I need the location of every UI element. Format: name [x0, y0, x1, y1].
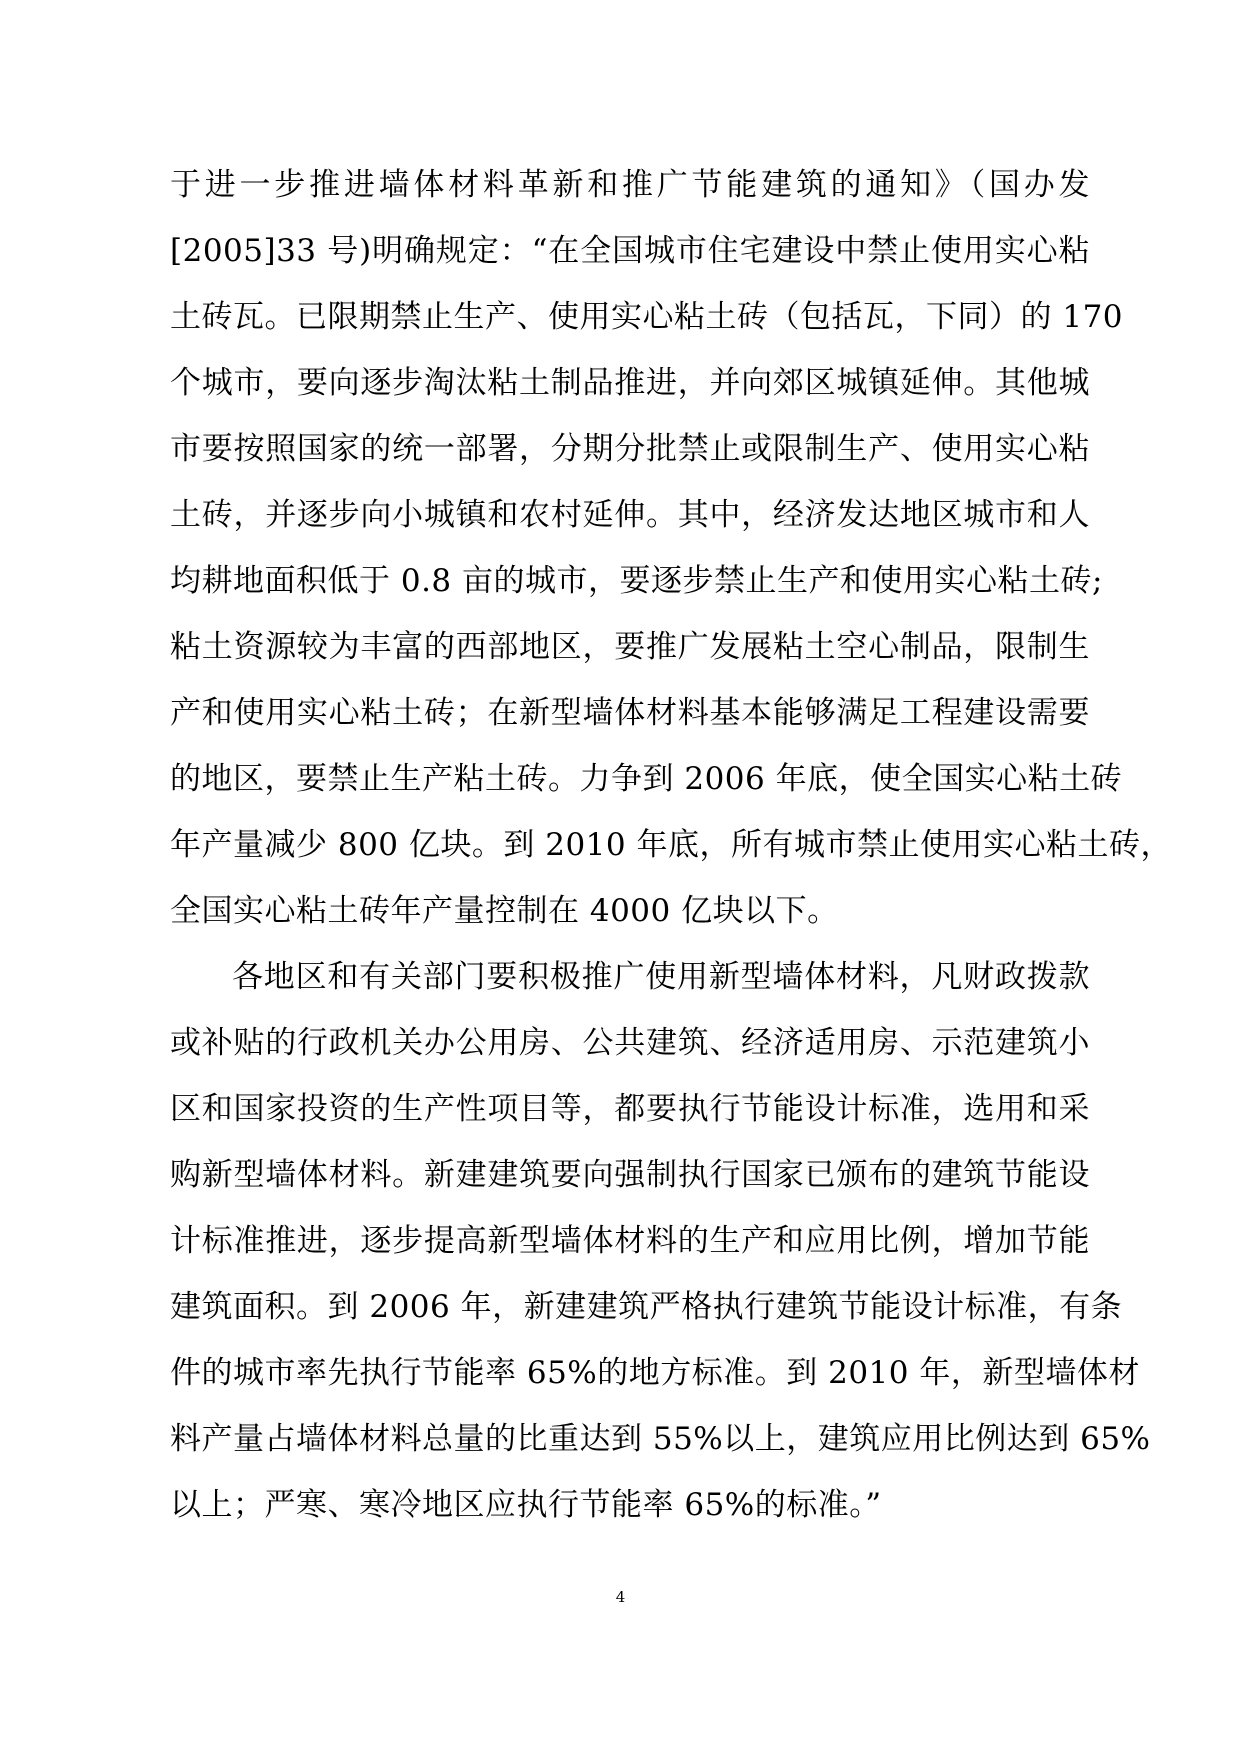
text-line: 区和国家投资的生产性项目等，都要执行节能设计标准，选用和采 [170, 1091, 1090, 1127]
text-line: 的地区，要禁止生产粘土砖。力争到 2006 年底，使全国实心粘土砖 [170, 761, 1123, 797]
text-line: 均耕地面积低于 0.8 亩的城市，要逐步禁止生产和使用实心粘土砖; [170, 563, 1103, 599]
text-line: 各地区和有关部门要积极推广使用新型墙体材料，凡财政拨款 [232, 959, 1090, 995]
page-number: 4 [615, 1588, 626, 1606]
body-text [170, 152, 1172, 1538]
text-line: 购新型墙体材料。新建建筑要向强制执行国家已颁布的建筑节能设 [170, 1157, 1090, 1193]
text-line: 粘土资源较为丰富的西部地区，要推广发展粘土空心制品，限制生 [170, 629, 1090, 665]
text-line: 建筑面积。到 2006 年，新建建筑严格执行建筑节能设计标准，有条 [170, 1289, 1123, 1325]
text-line: [2005]33 号)明确规定：“在全国城市住宅建设中禁止使用实心粘 [170, 233, 1090, 269]
paragraph-1 [170, 152, 1172, 944]
paragraph-2 [170, 944, 1151, 1538]
text-line: 产和使用实心粘土砖；在新型墙体材料基本能够满足工程建设需要 [170, 695, 1090, 731]
text-line: 全国实心粘土砖年产量控制在 4000 亿块以下。 [170, 893, 839, 929]
text-line: 计标准推进，逐步提高新型墙体材料的生产和应用比例，增加节能 [170, 1223, 1090, 1259]
text-line: 个城市，要向逐步淘汰粘土制品推进，并向郊区城镇延伸。其他城 [170, 365, 1090, 401]
text-line: 以上；严寒、寒冷地区应执行节能率 65%的标准。” [170, 1487, 882, 1523]
text-line: 土砖，并逐步向小城镇和农村延伸。其中，经济发达地区城市和人 [170, 497, 1090, 533]
text-line: 或补贴的行政机关办公用房、公共建筑、经济适用房、示范建筑小 [170, 1025, 1090, 1061]
text-line: 市要按照国家的统一部署，分期分批禁止或限制生产、使用实心粘 [170, 431, 1090, 467]
text-line: 于进一步推进墙体材料革新和推广节能建筑的通知》（国办发 [170, 167, 1090, 203]
text-line: 年产量减少 800 亿块。到 2010 年底，所有城市禁止使用实心粘土砖， [170, 827, 1172, 863]
text-line: 件的城市率先执行节能率 65%的地方标准。到 2010 年，新型墙体材 [170, 1355, 1140, 1391]
text-line: 土砖瓦。已限期禁止生产、使用实心粘土砖（包括瓦，下同）的 170 [170, 299, 1124, 335]
text-line: 料产量占墙体材料总量的比重达到 55%以上，建筑应用比例达到 65% [170, 1421, 1151, 1457]
